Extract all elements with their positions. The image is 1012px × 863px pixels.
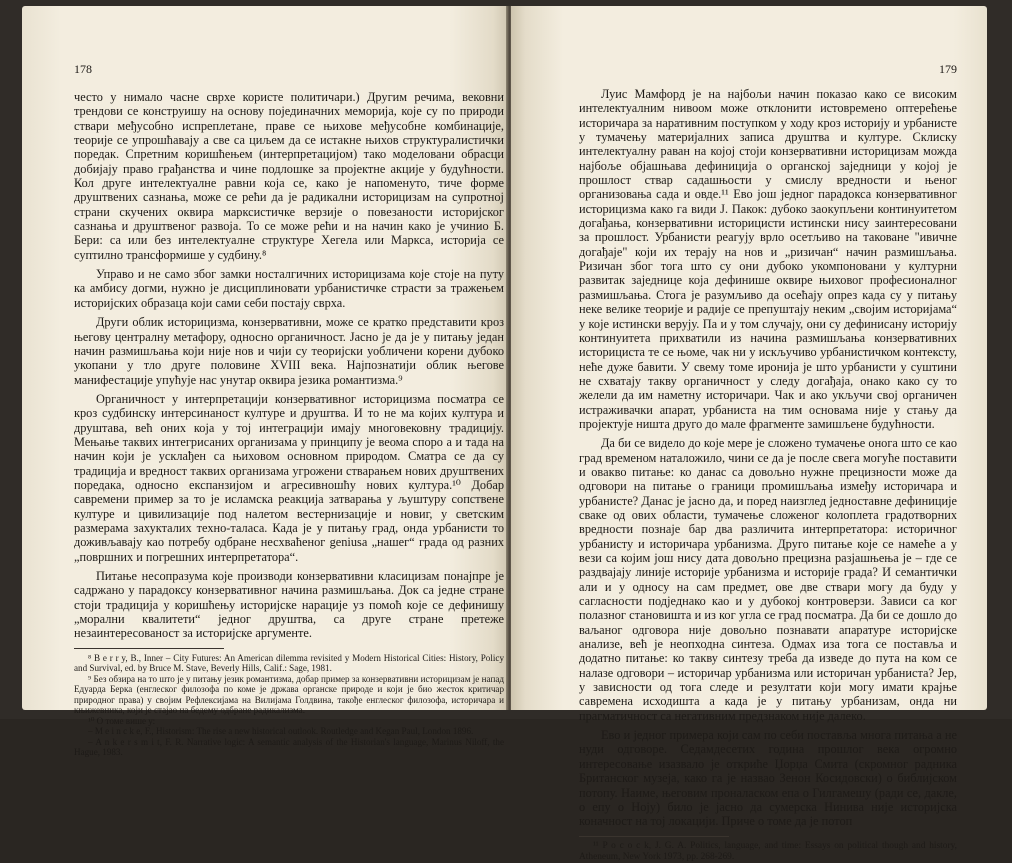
paragraph: често у нимало часне сврхе користе политичари.) Другим речима, вековни трендови се конструишу на основу појединачних меморија, које су по природи ствари међусобно испреплетане, праве се њихове међусобне комбинације, теорије се упрошћавају а све са циљем да се истакне њихов структуралистички поредак. Спретним коришћењем (интерпретацијом) тако моделовани обрасци добијају право грађанства и чине подлошке за пројектне акције у будућности. Кол друге интелектуалне равни која се, како је напоменуто, тиче форме друштвених сазнања, може се рећи да је радикални историцизам на супротној страни скучених оквира марксистичке верзије о повезаности историјског сазнања и друштвеног развоја. То се може рећи и на начин како је учинио Б. Бери: са или без интелектуалне структуре Хегела или Маркса, историја се суптилно трансформише у судбину.⁸ xyxy=(74,90,504,262)
footnote: ⁹ Без обзира на то што је у питању језик романтизма, добар пример за конзервативни историцизам је напад Едуарда Берка (енглеског филозофа по коме је држава органске природе и који је био жесток критичар природног права) у својим Рефлексијама на Вилијама Голдвина, такође енглеског филозофа, историчара и књижевника, који је стајао на бедему одбране радикализма. xyxy=(74,673,504,716)
footnote-divider xyxy=(579,836,729,837)
footnote: ¹⁰ О томе више у: xyxy=(88,715,156,726)
paragraph: Органичност у интерпретацији конзервативног историцизма посматра се кроз судбинску интерсинаност културе и друштва. И то не ма којих култура и друштава, већ оних која у тој интеграцији имају многовековну традицију. Мењање таквих интегрисаних организама у принципу је веома споро а и тада на начин који је усклађен са њиховом основном природом. Сматра се да су традиција и вредност таквих организама угрожени стварањем нових друштвених поредака, односно експанзијом и агресивношћу нових култура.¹⁰ Добар савремени пример за то је исламска реакција затварања у љуштуру сопствене културе и цивилизације под налетом вестернизације и новиг, у светским размерама захукталих техно-таласа. Када је у питању град, онда урбанисти то доживљавају као потребу одбране несхваћеног geniusa „нашег“ града од разних „површних и погрешних интерпретатора“. xyxy=(74,391,504,564)
footnote: ⁸ B e r r y, B., Inner – City Futures: An American dilemma revisited у Modern Historical Cities: History, Policy and Survival, ed. by Bruce M. Stave, Beverly Hills, Calif.: Sage, 1981. xyxy=(74,652,504,674)
page-number: 178 xyxy=(74,62,92,76)
footnote: – A n k e r s m i t, F. R. Narrative logic: A semantic analysis of the Historian's language, Marinus Niloff, the Hague, 1983. xyxy=(74,736,504,758)
right-page xyxy=(511,6,987,862)
footnote: – M e i n c k e, F., Historism: The rise a new historical outlook. Routledge and Kegan Paul, London 1896. xyxy=(88,726,474,737)
left-page xyxy=(22,6,508,758)
paragraph: Да би се видело до које мере је сложено тумачење онога што се као град временом наталожило, чини се да је после свега могуће поставити и овакво питање: ко данас са довољно нужне прецизности може да одговори на питање о граници промишљања између историчара и урбанисте? Данас је јасно да, и поред наизглед једноставне дефиниције сваке од ових области, тумачење сложеног колоплета градотворних вредности познаје бар два различита интерпретатора: историчног урбанисту и историчара урбанизма. Друго питање које се намеће а у вези са којим још нису дата довољно прецизна разјашњења је – где се раздвајају линије историје урбанизма и историје града? И семантички али и у односу на сам предмет, ове две ствари могу да буду у сагласности подједнако као и у дубокој контроверзи. Зависи са ког полазног становишта и из ког угла се град посматра. Да би се дошло до ваљаног одговора није довољно познавати апаратуре историјске анализе, већ је неопходна синтеза. Одмах иза тога се поставља и додатно питање: ко такву синтезу треба да изведе до пута на ком се налазе одговори – историчар урбанизма или историчан урбаниста? Јер, у зависности од тога следе и резултати који могу имати крајње савремена исходишта а када је у питању урбанизам, онда ни прагматичност са негативним предзнаком није далеко. xyxy=(579,436,957,723)
footnotes xyxy=(74,653,504,758)
page-number: 179 xyxy=(939,62,957,76)
body-text xyxy=(579,87,957,863)
footnotes xyxy=(579,841,957,863)
paragraph: Питање несопразума које производи конзервативни класицизам понајпре је садржано у парадоксу конзервативног начина размишљања. Док са једне стране стоји традиција у коришћењу историјске нарације уз помоћ које се дефинишу „морални квалитети“ једног друштва, са друге стране претеже незаинтересованост за историјске аргументе. xyxy=(74,569,504,641)
body-text xyxy=(74,90,504,758)
paragraph: Луис Мамфорд је на најбољи начин показао како се високим интелектуалним нивоом може отклонити истовремено оптерећење историчара за наративним поступком у ходу кроз историју и урбанисте у тумачењу материјалних записа друштва и културе. Склиску интелектуалну раван на којој стоји конзервативни историцизам можда најбоље објашњава дефиниција о органској заједници у којој је прошлост ствар садашњости у смислу вредности и њеног организовања сада и овде.¹¹ Ево још једног парадокса конзервативног историцизма како га види Ј. Пакок: дубоко заокупљени континуитетом догађања, конзервативни историцисти истински нису заинтересовани за прошлост. Урбанисти реагују врло осетљиво на таковане "ивичне догађаје" који их терају на нов и „ризичан“ начин размишљања. Ризичан због тога што су они дубоко укомпоновани у културни развитак заједнице која дефинише оквире њиховог професионалног размишљања. Стога је разумљиво да осећају опрез када су у питању неке велике теорије и радије се препуштају неким „својим историјама“ у које истински верују. Па и у том случају, они су дефинисану историју континуитета прихватили из начина размишљања конзервативних историциста те се њоме, чак ни у искључиво урбанистичком контексту, неће дуже бавити. У свему томе иронија је што урбанисти у суштини не схватају такву органичност у следу догађаја, онако како су то желели да им наметну историчари. Чак и ако укључи свој органичен истраживачки апарат, урбаниста на тим основама није у стању да пројектује ништа друго до мале фрагменте замишљене будућности. xyxy=(579,87,957,431)
paragraph: Други облик историцизма, конзервативни, може се кратко представити кроз његову централну метафору, односно органичност. Јасно је да је у питању један начин размишљања који није нов и чији су теоријски уобличени корени дубоко укопани у тло друге половине XVIII века. Најпознатији облик његове манифестације упућује нас унутар оквира језика романтизма.⁹ xyxy=(74,315,504,387)
footnote-divider xyxy=(74,648,224,649)
paragraph: Ево и једног примера који сам по себи поставља многа питања а не нуди одговоре. Седамдесетих година прошлог века огромно интересовање изазвало је откриће Џорџа Смита (скромног радника Британског музеја, како га је назвао Зенон Косидовски) о библијском потопу. Наиме, његовим проналаском епа о Гилгамешу (ради се, дакле, о епу о Ноју) било је јасно да сумерска Нинива није историјска коначност на тој локацији. Приче о томе да је потоп xyxy=(579,728,957,829)
footnote: ¹¹ P o c o c k, J. G. A. Politics, language, and time: Essays on political though and history, Atheneum, New York 1973, pp. 268-269. xyxy=(579,840,957,862)
paragraph: Управо и не само због замки носталгичних историцизама које стоје на путу ка амбису догми, нужно је дисциплиновати урбанистичке страсти за тражењем историјских образаца који сами себи постају сврха. xyxy=(74,267,504,310)
